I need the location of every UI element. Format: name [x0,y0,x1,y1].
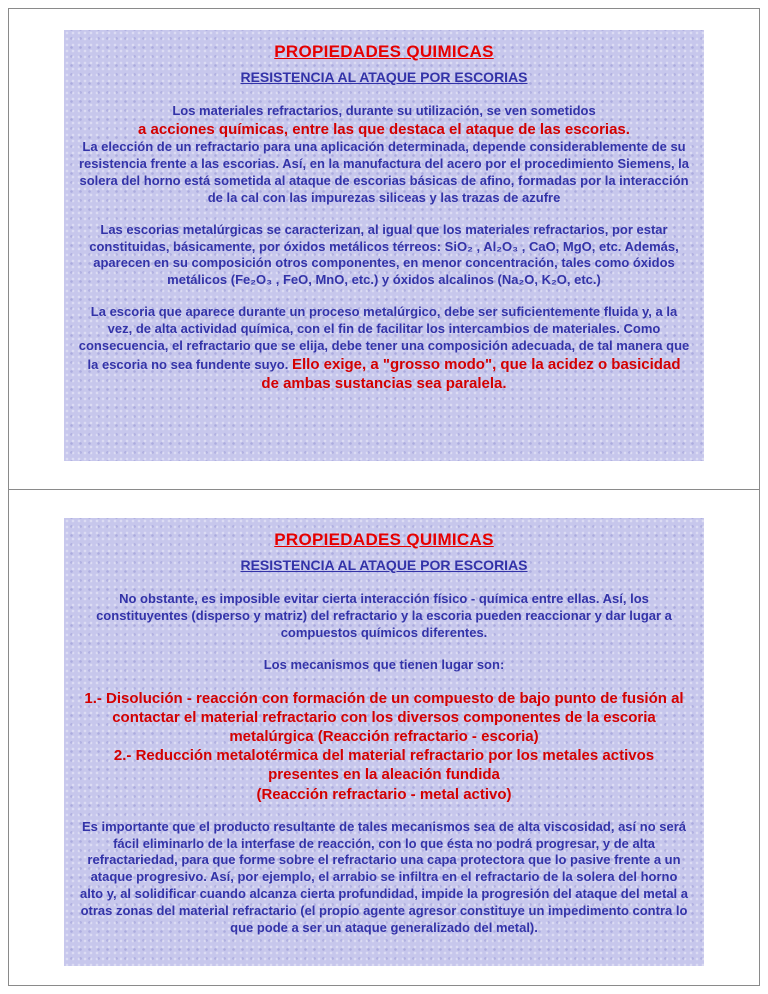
slide-1 [64,30,704,461]
mechanism-item-2: 2.- Reducción metalotérmica del material refractario por los metales activos presentes en la aleación fundida [113,747,655,784]
paragraph-1-emphasis-line: a acciones químicas, entre las que destaca el ataque de las escorias. [138,120,630,138]
paragraph-1-body-text: La elección de un refractario para una aplicación determinada, depende considerablemente de su resistencia frente a las escorias. Así, en la manufactura del acero por el procedimiento Siemens, la solera del horno está sometida al ataque de escorias básicas de afino, formadas por la interacción de la cal con las impurezas siliceas y las trazas de azufre [78,139,690,205]
mechanism-item-1: 1.- Disolución - reacción con formación de un compuesto de bajo punto de fusión al contactar el material refractario con los diversos componentes de la escoria metalúrgica (Reacción refractario - escoria) [84,689,684,745]
paragraph-3-body-text: La escoria que aparece durante un proceso metalúrgico, debe ser suficientemente fluida y, a la vez, de alta actividad química, con el fin de facilitar los intercambios de materiales. Como consecuencia, el refractario que se elija, debe tener una composición adecuada, de tal manera que la escoria no sea fundente suyo. [78,304,690,372]
paragraph-3-emphasis-text: Ello exige, a "grosso modo", que la acidez o basicidad de ambas sustancias sea paralela. [261,355,681,393]
slide-2-mechanisms-list [78,689,690,804]
mechanism-item-2-note: (Reacción refractario - metal activo) [256,785,512,803]
slide-1-paragraph-2: Las escorias metalúrgicas se caracterizan, al igual que los materiales refractarios, por estar constituidas, básicamente, por óxidos metálicos térreos: SiO₂ , Al₂O₃ , CaO, MgO, etc. Además, aparecen en su composición otros componentes, en menor concentración, tales como óxidos metálicos (Fe₂O₃ , FeO, MnO, etc.) y óxidos alcalinos (Na₂O, K₂O, etc.) [89,221,679,288]
slide-2-title: PROPIEDADES QUIMICAS [274,530,494,549]
slide-1-paragraph-3 [78,304,690,393]
slide-1-subtitle: RESISTENCIA AL ATAQUE POR ESCORIAS [240,69,528,85]
slide-2-mechanisms-intro: Los mecanismos que tienen lugar son: [263,656,505,672]
paragraph-1-intro-line: Los materiales refractarios, durante su utilización, se ven sometidos [172,103,596,118]
slide-2-subtitle: RESISTENCIA AL ATAQUE POR ESCORIAS [240,557,528,573]
slide-2-paragraph-1: No obstante, es imposible evitar cierta interacción físico - química entre ellas. Así, los constituyentes (disperso y matriz) del refractario y la escoria pueden reaccionar y dar lugar a compuestos químicos diferentes. [96,591,672,640]
slide-1-title: PROPIEDADES QUIMICAS [274,42,494,61]
slide-2-paragraph-4: Es importante que el producto resultante de tales mecanismos sea de alta viscosidad, así no será fácil eliminarlo de la interfase de reacción, con lo que ésta no podrá progresar, y de alta refractariedad, para que forme sobre el refractario una capa protectora que lo pasive frente a un ataque progresivo. Así, por ejemplo, el arrabio se infiltra en el refractario de la solera del horno alto y, al solidificar cuando alcanza cierta profundidad, impide la progresión del ataque del metal a otras zonas del material refractario (el propio agente agresor constituye un impedimento contra lo que pode a ser un ataque generalizado del metal). [79,818,689,936]
slide-1-paragraph-1 [78,103,690,207]
slide-divider-line [9,489,759,490]
slide-2 [64,518,704,966]
